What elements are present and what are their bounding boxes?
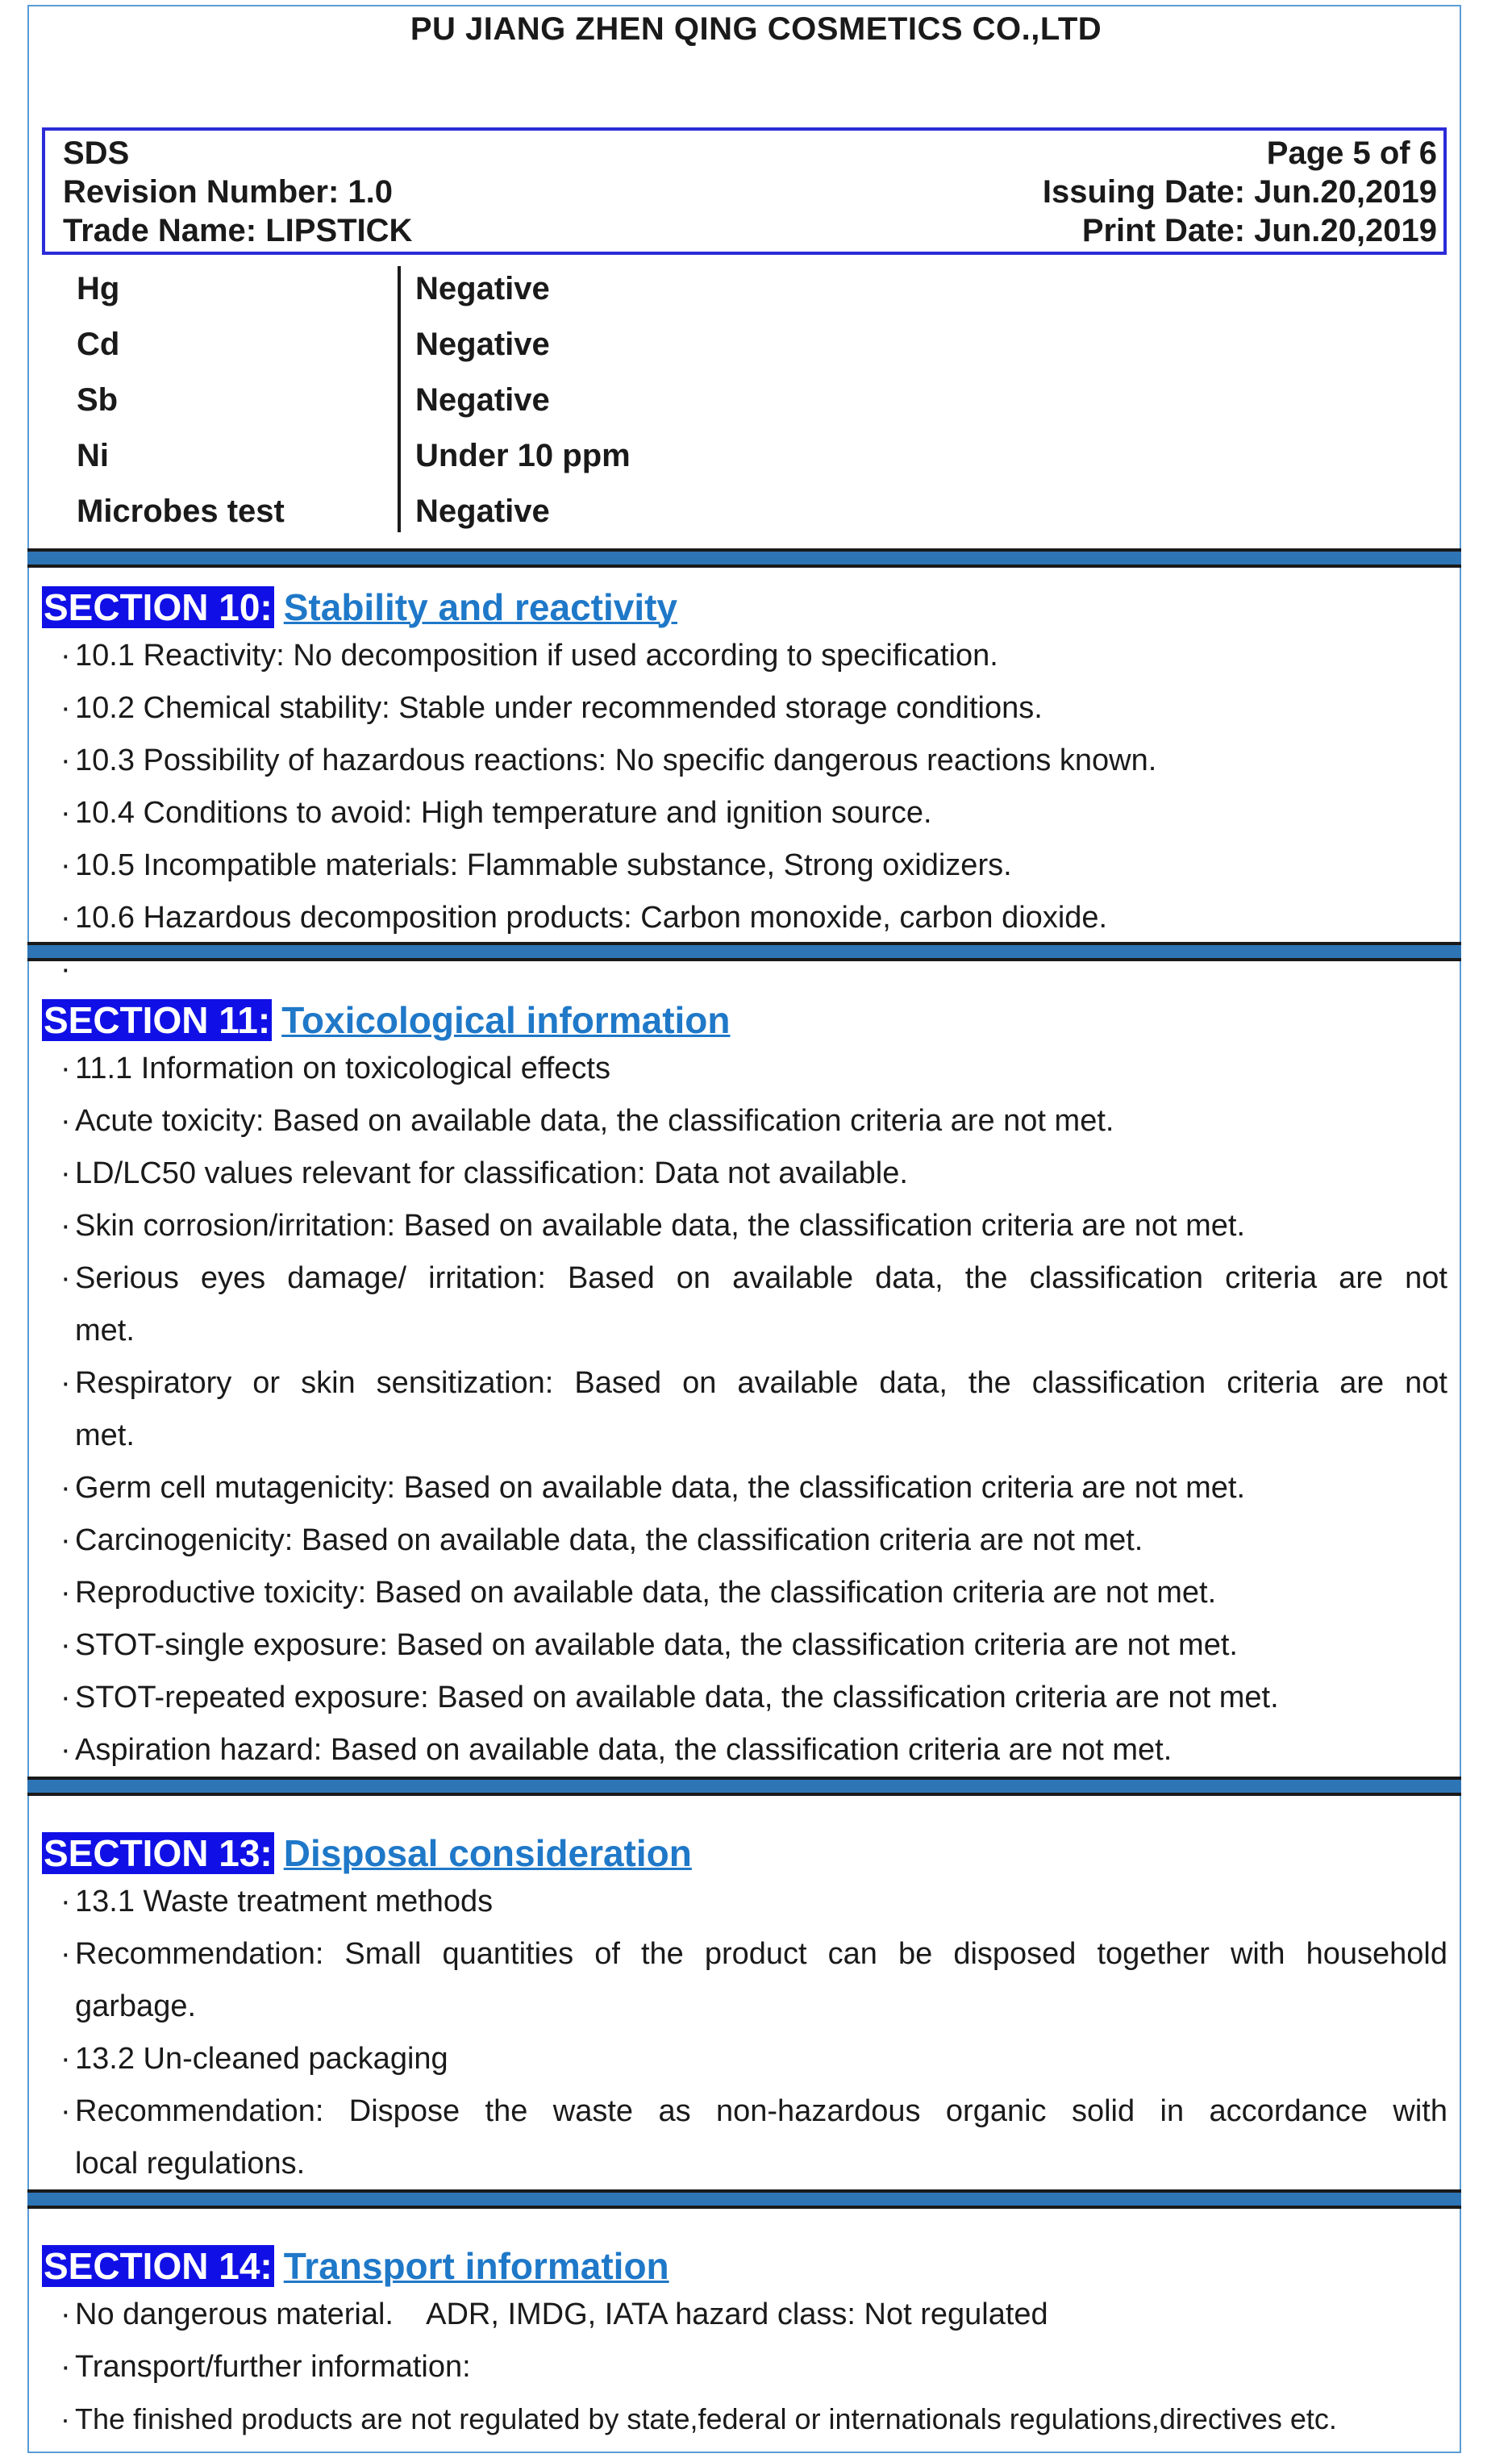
bullet: · [60, 1052, 71, 1085]
print-date: Print Date: Jun.20,2019 [1081, 213, 1437, 248]
list-item [60, 1516, 1447, 1564]
list-item [60, 1202, 1447, 1250]
item-text: Skin corrosion/irritation: Based on available data, the classification criteria are not met. [75, 1209, 1246, 1243]
list-item [60, 2395, 1447, 2443]
section-separator [27, 942, 1461, 961]
list-item [60, 2290, 1447, 2339]
revision-number: Revision Number: 1.0 [63, 174, 394, 210]
section-separator [27, 548, 1461, 568]
list-item [60, 1359, 1447, 1407]
document-header-box [42, 127, 1447, 255]
item-text: 10.3 Possibility of hazardous reactions: No specific dangerous reactions known. [75, 744, 1157, 777]
test-result: Negative [415, 327, 550, 362]
list-item [60, 1464, 1447, 1512]
section-11-heading [42, 997, 731, 1045]
test-result: Negative [415, 494, 550, 529]
list-item [60, 1621, 1447, 1669]
bullet: · [60, 1104, 71, 1138]
item-continuation: met. [75, 1418, 135, 1452]
list-item [60, 894, 1447, 942]
bullet: · [60, 1681, 71, 1714]
bullet: · [60, 1523, 71, 1557]
list-item [60, 1254, 1447, 1302]
item-text: Respiratory or skin sensitization: Based on available data, the classification criteria are not [75, 1366, 1447, 1400]
bullet: · [60, 2350, 71, 2384]
item-text: 10.4 Conditions to avoid: High temperature and ignition source. [75, 796, 932, 830]
bullet: · [60, 2042, 71, 2076]
bullet: · [60, 1937, 71, 1971]
bullet: · [60, 1366, 71, 1400]
section-number: SECTION 11: [44, 999, 271, 1041]
bullet: · [60, 901, 71, 935]
list-item [60, 2343, 1447, 2391]
list-item [60, 1044, 1447, 1093]
item-text: Aspiration hazard: Based on available data, the classification criteria are not met. [75, 1733, 1173, 1767]
bullet: · [60, 1471, 71, 1505]
table-row [77, 266, 883, 323]
item-text: 11.1 Information on toxicological effects [75, 1052, 610, 1085]
company-name: PU JIANG ZHEN QING COSMETICS CO.,LTD [410, 11, 1102, 47]
item-text: Recommendation: Dispose the waste as non-hazardous organic solid in accordance with [75, 2094, 1447, 2128]
item-text: 10.1 Reactivity: No decomposition if used according to specification. [75, 639, 998, 673]
section-14-heading [42, 2243, 669, 2291]
list-item [60, 631, 1447, 680]
bullet: · [60, 1733, 71, 1767]
list-item [60, 1673, 1447, 1722]
list-item [60, 1568, 1447, 1617]
bullet: · [60, 2297, 71, 2331]
list-item [60, 1877, 1447, 1926]
list-item [60, 2087, 1447, 2135]
table-row [77, 322, 883, 378]
section-number: SECTION 13: [44, 1832, 273, 1874]
bullet: · [60, 1156, 71, 1190]
table-row [77, 377, 883, 434]
list-item [60, 736, 1447, 785]
bullet: · [60, 2402, 70, 2435]
section-title-link[interactable]: Toxicological information [281, 999, 731, 1041]
list-item [60, 1726, 1447, 1774]
test-item: Ni [77, 438, 109, 473]
table-row [77, 489, 883, 545]
list-item [60, 841, 1447, 889]
page-number: Page 5 of 6 [1266, 135, 1437, 171]
bullet: · [60, 691, 71, 725]
section-title-link[interactable]: Disposal consideration [283, 1832, 692, 1874]
list-item [60, 1930, 1447, 1978]
item-text: 13.2 Un-cleaned packaging [75, 2042, 448, 2076]
list-item [60, 1149, 1447, 1198]
bullet: · [60, 796, 71, 830]
table-divider [398, 266, 401, 532]
section-separator [27, 2189, 1461, 2209]
bullet: · [60, 744, 71, 777]
section-number: SECTION 10: [44, 586, 273, 628]
item-text: Germ cell mutagenicity: Based on available data, the classification criteria are not met. [75, 1471, 1246, 1505]
table-row [77, 433, 883, 489]
test-item: Sb [77, 382, 119, 418]
item-text: STOT-single exposure: Based on available data, the classification criteria are not met. [75, 1628, 1238, 1662]
section-title-link[interactable]: Transport information [283, 2245, 669, 2287]
list-item [60, 1097, 1447, 1145]
bullet: · [60, 1209, 71, 1243]
item-text: 10.5 Incompatible materials: Flammable substance, Strong oxidizers. [75, 848, 1012, 882]
item-text: The finished products are not regulated by state,federal or internationals regulations,directives etc. [75, 2402, 1337, 2435]
section-number: SECTION 14: [44, 2245, 273, 2287]
section-10-heading [42, 584, 677, 632]
test-result: Under 10 ppm [415, 438, 631, 473]
test-item: Hg [77, 271, 120, 306]
list-item [60, 789, 1447, 837]
bullet: · [60, 639, 71, 673]
item-text: LD/LC50 values relevant for classification: Data not available. [75, 1156, 908, 1190]
item-continuation: local regulations. [75, 2147, 306, 2181]
item-text: Serious eyes damage/ irritation: Based on available data, the classification criteria are not [75, 1261, 1447, 1295]
item-continuation: met. [75, 1314, 135, 1348]
item-text: Reproductive toxicity: Based on available data, the classification criteria are not met. [75, 1576, 1217, 1610]
section-title-link[interactable]: Stability and reactivity [283, 586, 678, 628]
list-item [60, 2035, 1447, 2083]
doc-type: SDS [63, 135, 130, 171]
section-13-heading [42, 1830, 692, 1878]
item-text: 10.2 Chemical stability: Stable under recommended storage conditions. [75, 691, 1043, 725]
item-continuation: garbage. [75, 1989, 197, 2023]
bullet: · [60, 1885, 71, 1918]
bullet: · [60, 952, 71, 986]
item-text: Acute toxicity: Based on available data, the classification criteria are not met. [75, 1104, 1114, 1138]
item-text: 13.1 Waste treatment methods [75, 1885, 494, 1918]
section-separator [27, 1777, 1461, 1796]
test-item: Microbes test [77, 494, 285, 529]
item-text: Recommendation: Small quantities of the product can be disposed together with household [75, 1937, 1447, 1971]
test-item: Cd [77, 327, 120, 362]
trade-name: Trade Name: LIPSTICK [63, 213, 413, 248]
test-result: Negative [415, 382, 550, 418]
item-text: No dangerous material. ADR, IMDG, IATA hazard class: Not regulated [75, 2297, 1048, 2331]
bullet: · [60, 1261, 71, 1295]
bullet: · [60, 2094, 71, 2128]
issuing-date: Issuing Date: Jun.20,2019 [1042, 174, 1437, 210]
item-text: STOT-repeated exposure: Based on available data, the classification criteria are not met. [75, 1681, 1279, 1714]
test-result: Negative [415, 271, 550, 306]
list-item [60, 684, 1447, 732]
bullet: · [60, 848, 71, 882]
item-text: Carcinogenicity: Based on available data, the classification criteria are not met. [75, 1523, 1143, 1557]
item-text: 10.6 Hazardous decomposition products: Carbon monoxide, carbon dioxide. [75, 901, 1108, 935]
bullet: · [60, 1628, 71, 1662]
item-text: Transport/further information: [75, 2350, 471, 2384]
bullet: · [60, 1576, 71, 1610]
